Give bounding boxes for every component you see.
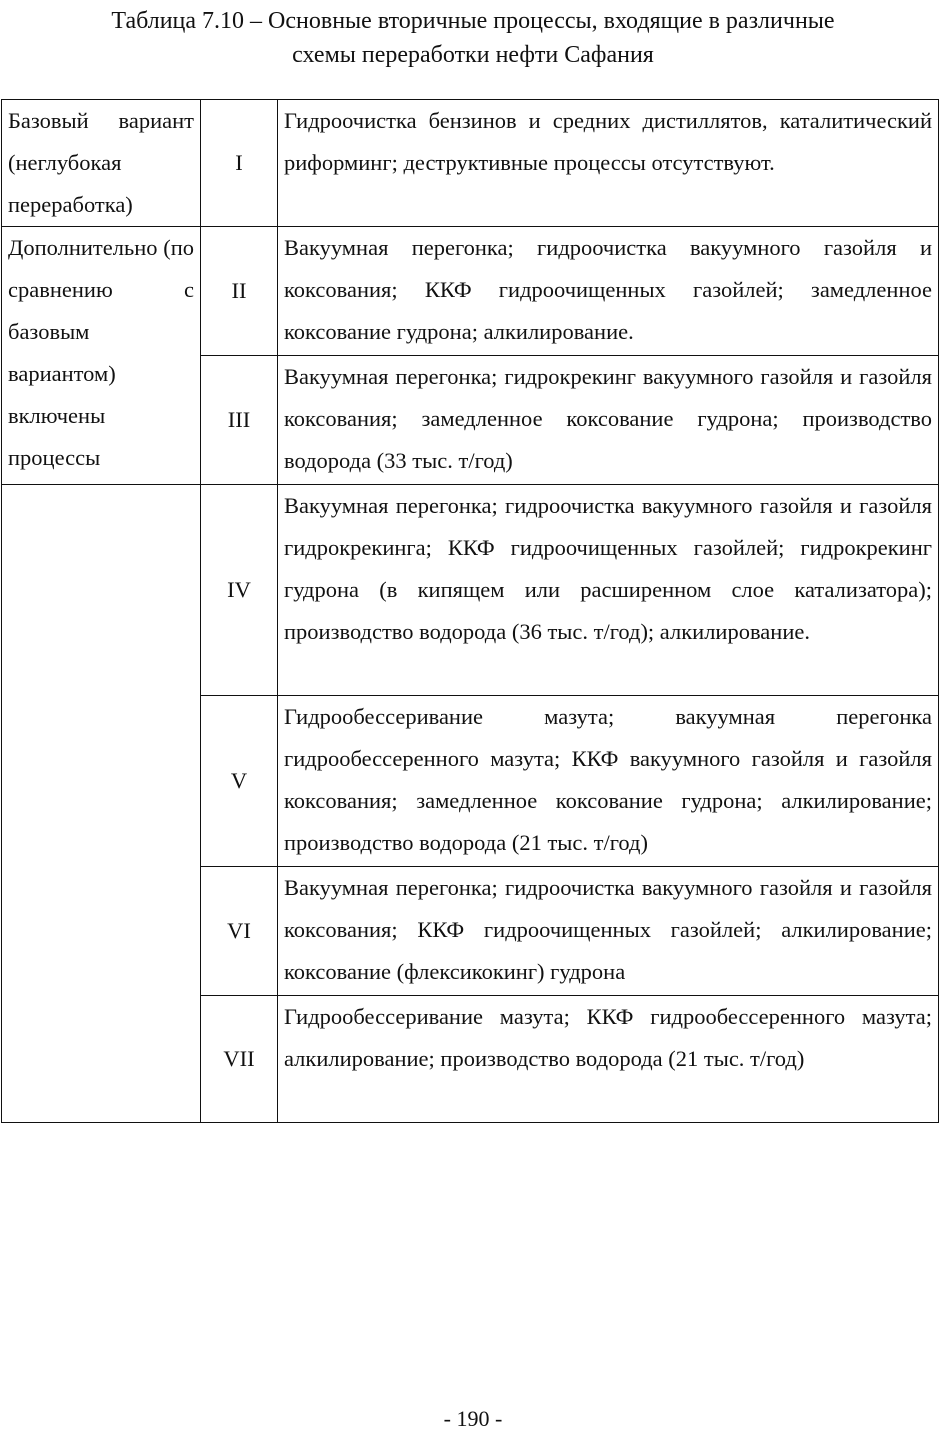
table-row bbox=[2, 485, 939, 696]
caption-line-1: Таблица 7.10 – Основные вторичные процессы, входящие в различные bbox=[111, 8, 835, 34]
category-cell-base bbox=[2, 100, 201, 227]
page-number: - 190 - bbox=[443, 1406, 503, 1431]
table-row bbox=[2, 227, 939, 356]
variant-description: Вакуумная перегонка; гидроочистка вакуумного газойля и газойля гидрокрекинга; ККФ гидроочищенных газойлей; гидрокрекинг гудрона (в кипящем или расширенном слое катализатора); производство водорода (36 тыс. т/год); алкилирование. bbox=[278, 485, 939, 696]
variant-description: Вакуумная перегонка; гидроочистка вакуумного газойля и коксования; ККФ гидроочищенных газойлей; замедленное коксование гудрона; алкилирование. bbox=[278, 227, 939, 356]
variant-number: III bbox=[201, 356, 278, 485]
category-label: Дополнительно (по сравнению с базовым вариантом) включены процессы bbox=[8, 235, 194, 470]
variant-number: V bbox=[201, 696, 278, 867]
caption-line-2: схемы переработки нефти Сафания bbox=[292, 42, 654, 68]
variant-number: VII bbox=[201, 996, 278, 1123]
variant-number: II bbox=[201, 227, 278, 356]
table-row bbox=[2, 100, 939, 227]
processes-table bbox=[1, 99, 939, 1123]
category-cell-empty bbox=[2, 485, 201, 1123]
variant-description: Гидрообессеривание мазута; вакуумная перегонка гидрообессеренного мазута; ККФ вакуумного газойля и газойля коксования; замедленное коксование гудрона; алкилирование; производство водорода (21 тыс. т/год) bbox=[278, 696, 939, 867]
variant-number: I bbox=[201, 100, 278, 227]
category-cell-additional bbox=[2, 227, 201, 485]
variant-description: Гидрообессеривание мазута; ККФ гидрообессеренного мазута; алкилирование; производство водорода (21 тыс. т/год) bbox=[278, 996, 939, 1123]
variant-description: Гидроочистка бензинов и средних дистиллятов, каталитический риформинг; деструктивные процессы отсутствуют. bbox=[278, 100, 939, 227]
category-label: Базовый вариант (неглубокая переработка) bbox=[8, 108, 194, 217]
table-caption bbox=[0, 4, 946, 72]
variant-description: Вакуумная перегонка; гидрокрекинг вакуумного газойля и газойля коксования; замедленное коксование гудрона; производство водорода (33 тыс. т/год) bbox=[278, 356, 939, 485]
variant-number: VI bbox=[201, 867, 278, 996]
variant-number: IV bbox=[201, 485, 278, 696]
variant-description: Вакуумная перегонка; гидроочистка вакуумного газойля и газойля коксования; ККФ гидроочищенных газойлей; алкилирование; коксование (флексикокинг) гудрона bbox=[278, 867, 939, 996]
